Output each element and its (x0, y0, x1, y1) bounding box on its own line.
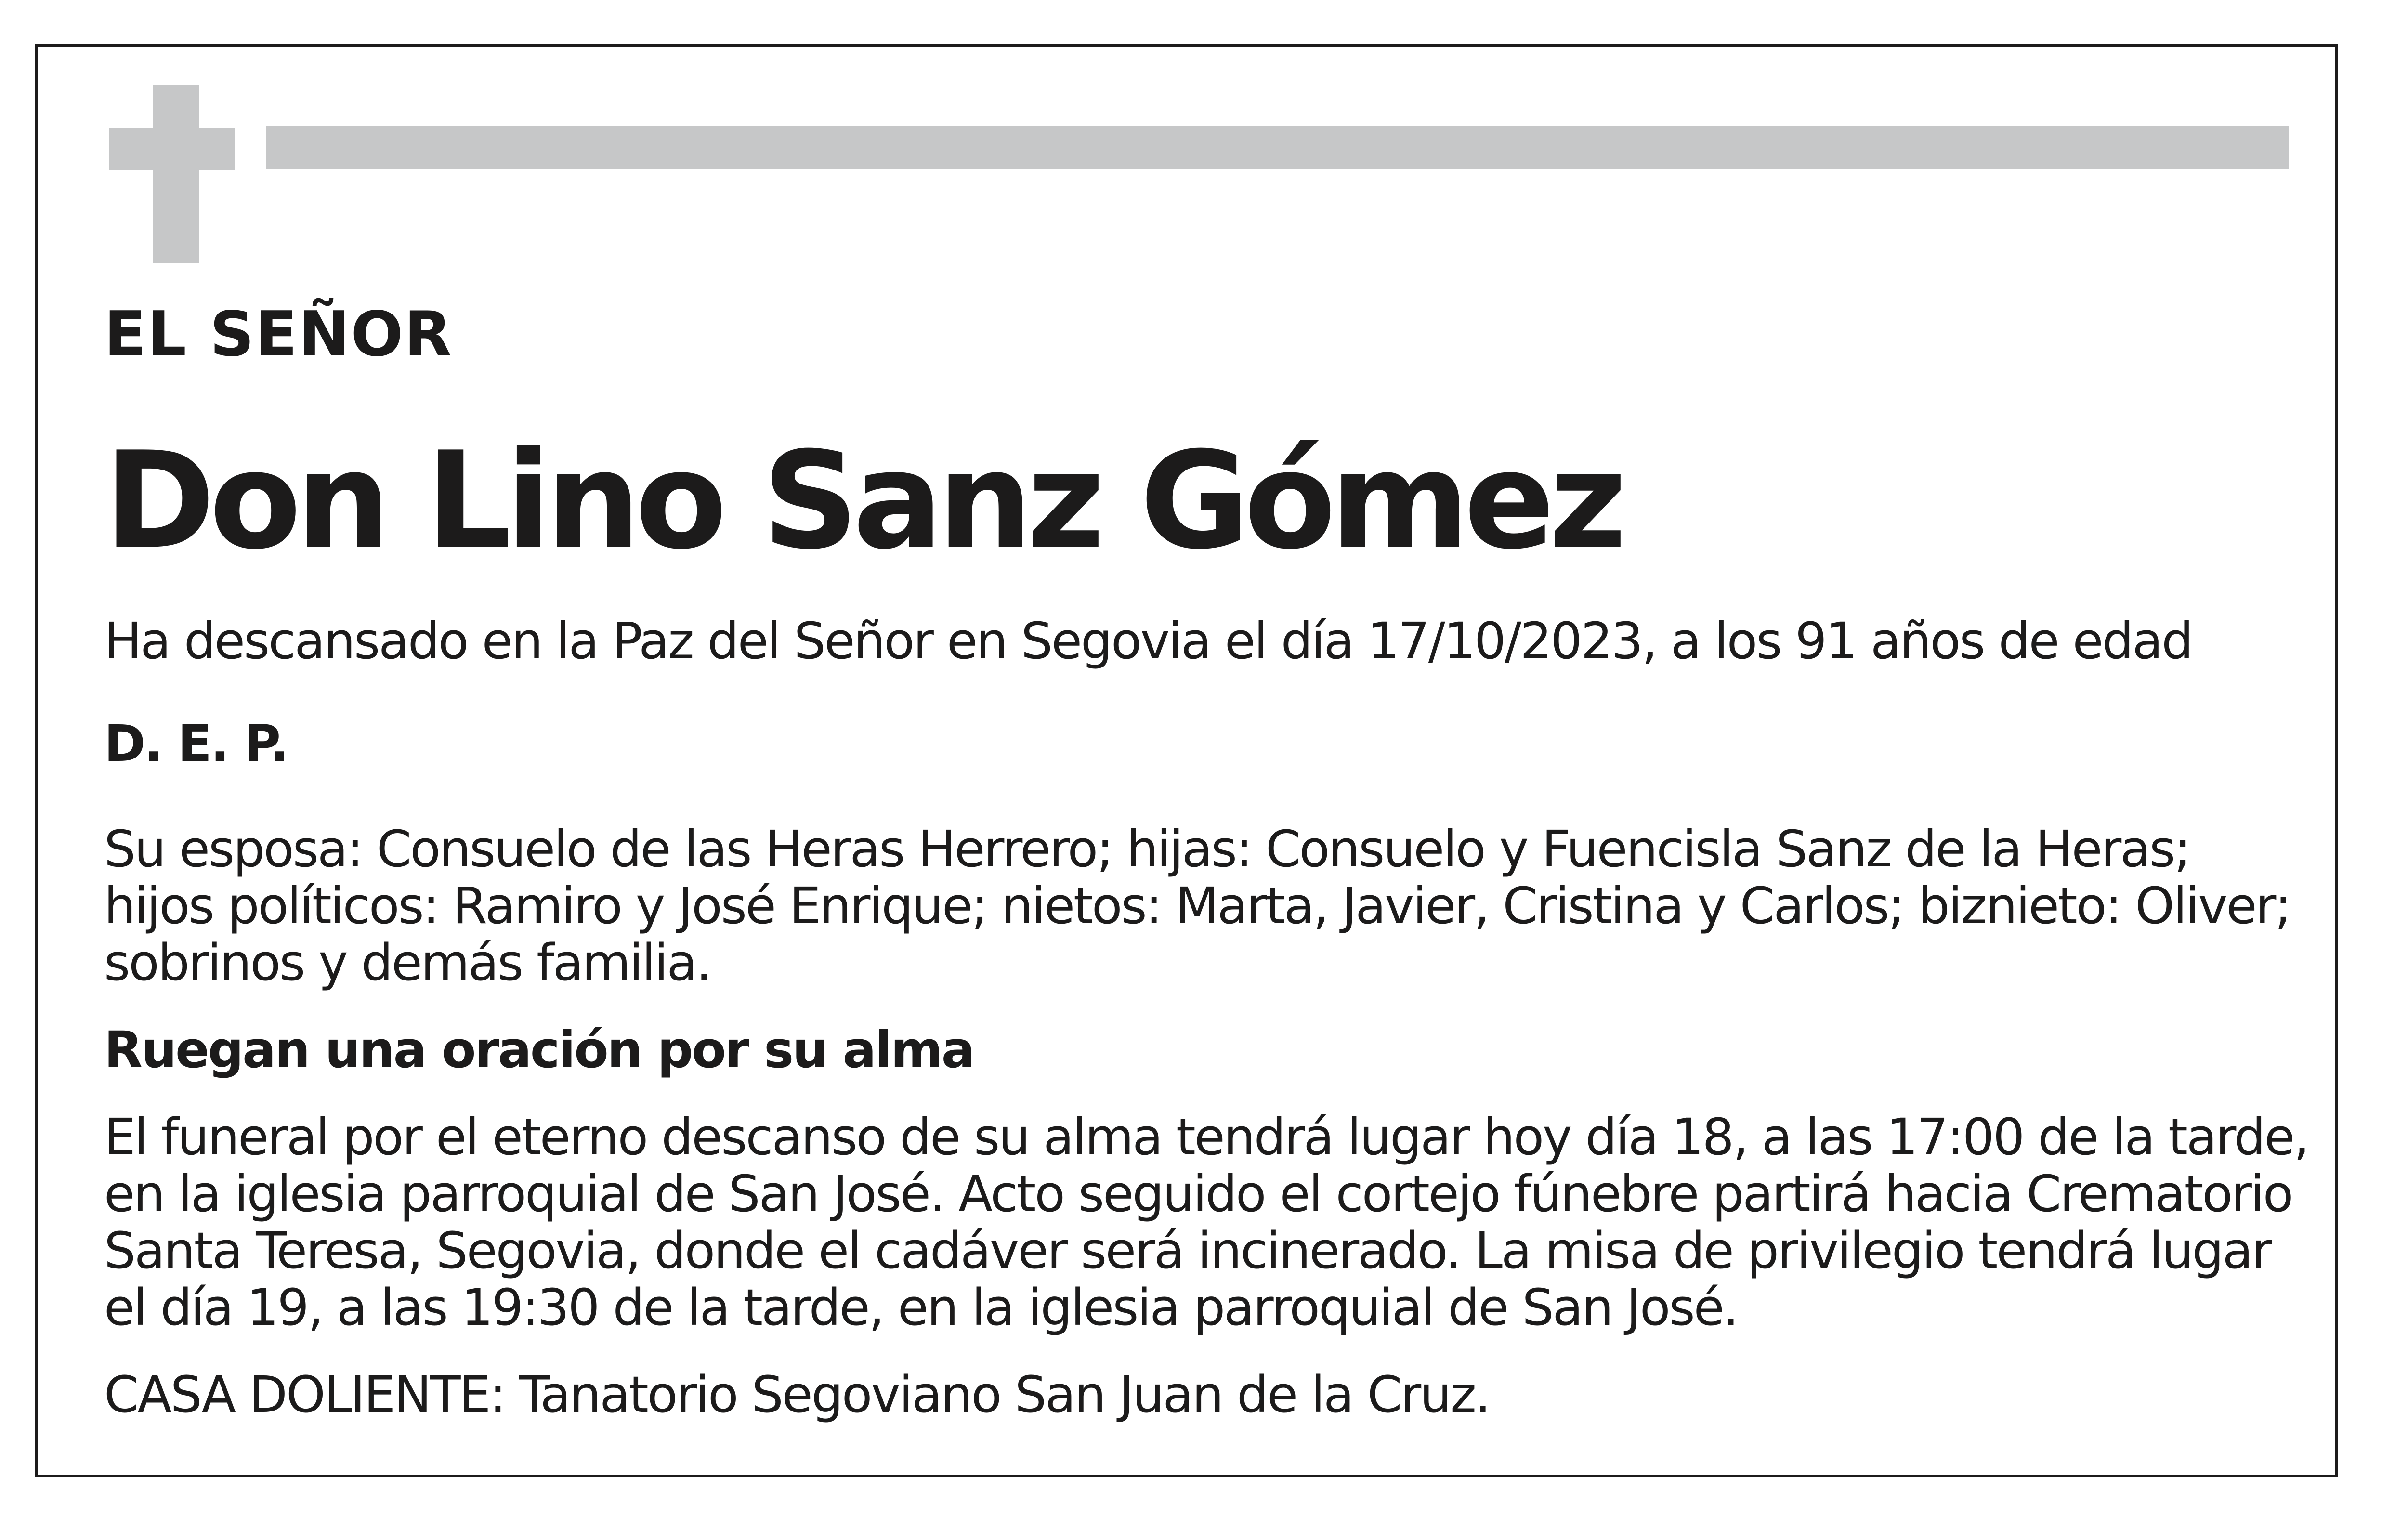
death-statement: Ha descansado en la Paz del Señor en Segovia el día 17/10/2023, a los 91 años de edad (104, 612, 2192, 670)
funeral-line: El funeral por el eterno descanso de su alma tendrá lugar hoy día 18, a las 17:00 de la tarde, (104, 1108, 2308, 1166)
funeral-line: el día 19, a las 19:30 de la tarde, en la iglesia parroquial de San José. (104, 1278, 1738, 1337)
header-divider-bar (266, 126, 2289, 169)
title-label: EL SEÑOR (104, 299, 453, 370)
funeral-line: Santa Teresa, Segovia, donde el cadáver será incinerado. La misa de privilegio tendrá lugar (104, 1221, 2271, 1280)
funeral-line: en la iglesia parroquial de San José. Acto seguido el cortejo fúnebre partirá hacia Crematorio (104, 1164, 2292, 1223)
cross-vertical-bar (153, 85, 199, 263)
family-line: sobrinos y demás familia. (104, 933, 711, 992)
mourning-house: CASA DOLIENTE: Tanatorio Segoviano San Juan de la Cruz. (104, 1365, 1490, 1424)
deceased-name: Don Lino Sanz Gómez (104, 423, 1622, 579)
prayer-request: Ruegan una oración por su alma (104, 1020, 974, 1079)
family-line: hijos políticos: Ramiro y José Enrique; nietos: Marta, Javier, Cristina y Carlos; biznieto: Oliver; (104, 876, 2290, 935)
family-line: Su esposa: Consuelo de las Heras Herrero; hijas: Consuelo y Fuencisla Sanz de la Heras; (104, 820, 2190, 878)
dep-label: D. E. P. (104, 714, 288, 773)
cross-horizontal-bar (109, 128, 235, 170)
